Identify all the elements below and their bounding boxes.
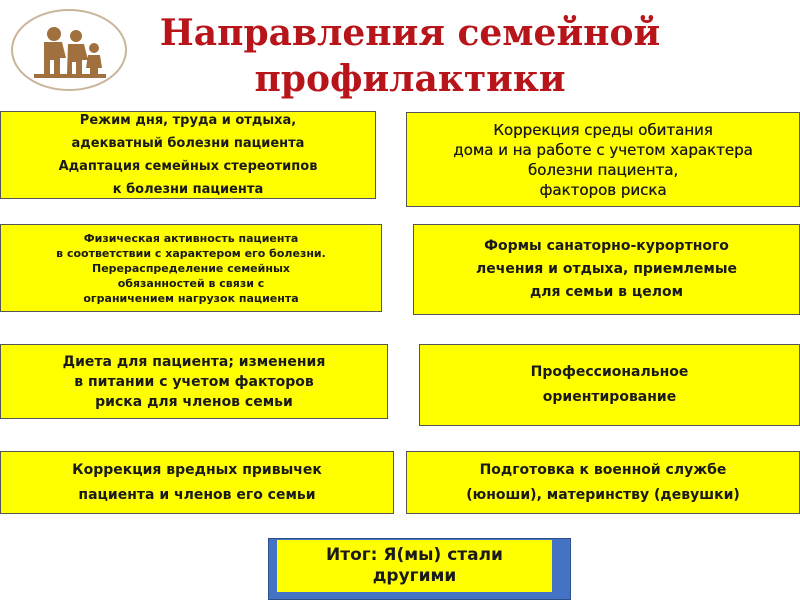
result-line-2: другими — [372, 566, 457, 586]
box-career-guidance — [419, 344, 800, 426]
box-line: Режим дня, труда и отдыха, — [79, 113, 297, 128]
box-line: Формы санаторно-курортного — [484, 238, 729, 254]
box-line: Профессиональное — [530, 364, 689, 380]
title-line-2: профилактики — [254, 58, 566, 100]
box-line: ограничением нагрузок пациента — [83, 291, 299, 305]
box-line: в питании с учетом факторов — [74, 373, 314, 390]
box-line: к болезни пациента — [112, 182, 264, 197]
family-group-icon — [10, 8, 128, 92]
box-line: Коррекция вредных привычек — [72, 461, 322, 478]
page-title — [140, 10, 680, 102]
box-line: (юноши), материнству (девушки) — [466, 486, 740, 503]
box-line: в соответствии с характером его болезни. — [56, 246, 326, 260]
box-line: Адаптация семейных стереотипов — [58, 159, 318, 174]
box-line: болезни пациента, — [527, 160, 679, 179]
box-line: Подготовка к военной службе — [479, 461, 727, 478]
box-line: лечения и отдыха, приемлемые — [475, 261, 738, 277]
box-physical-activity — [0, 224, 382, 312]
box-line: Перераспределение семейных — [92, 261, 290, 275]
box-line: факторов риска — [539, 180, 667, 199]
result-line-1: Итог: Я(мы) стали — [326, 545, 503, 565]
box-line: дома и на работе с учетом характера — [453, 140, 753, 159]
box-line: пациента и членов его семьи — [78, 486, 316, 503]
box-line: ориентирование — [542, 389, 677, 405]
box-line: адекватный болезни пациента — [71, 136, 305, 151]
box-bad-habits — [0, 451, 394, 514]
logo — [10, 8, 128, 92]
box-line: риска для членов семьи — [95, 393, 293, 410]
box-line: Коррекция среды обитания — [493, 120, 713, 139]
result-box — [277, 540, 552, 592]
box-line: Физическая активность пациента — [83, 231, 299, 245]
box-military-maternity — [406, 451, 800, 514]
box-environment-correction — [406, 112, 800, 207]
box-line: обязанностей в связи с — [117, 276, 265, 290]
box-diet — [0, 344, 388, 419]
box-line: для семьи в целом — [529, 284, 684, 300]
box-line: Диета для пациента; изменения — [62, 353, 326, 370]
box-sanatorium-treatment — [413, 224, 800, 315]
title-line-1: Направления семейной — [159, 12, 661, 54]
box-daily-regime — [0, 111, 376, 199]
